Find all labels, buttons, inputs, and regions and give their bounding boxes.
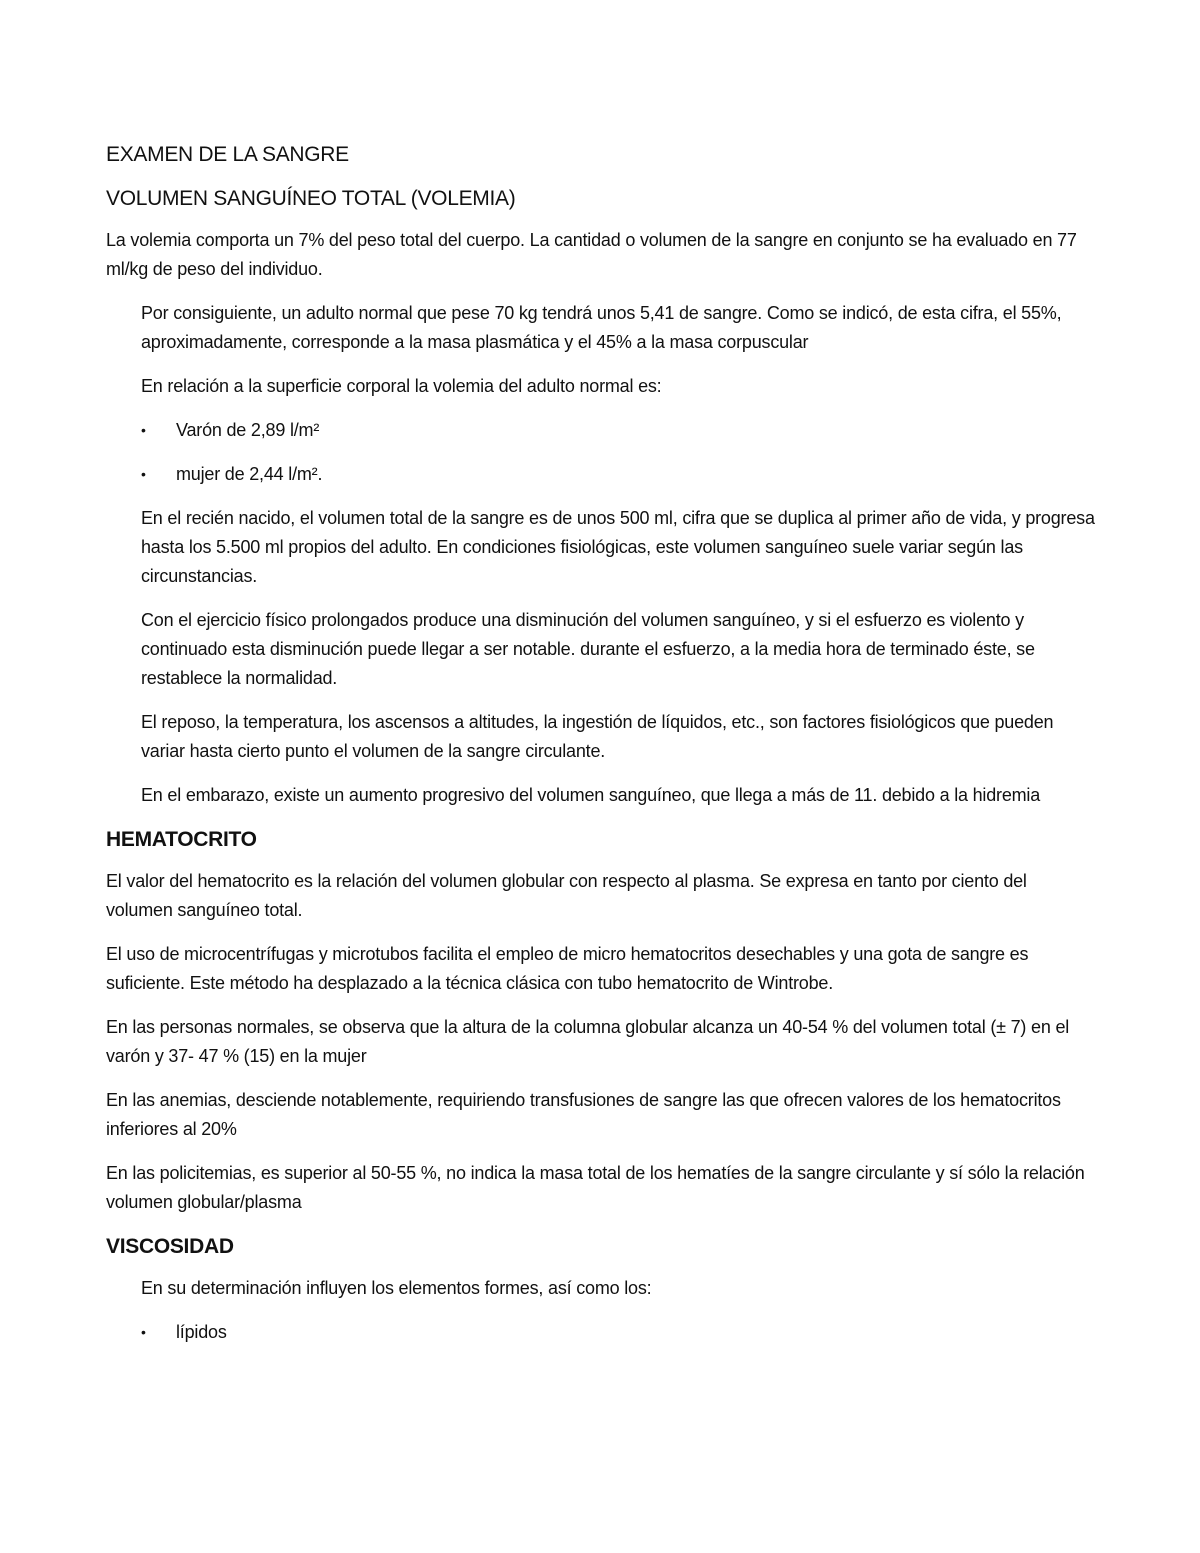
paragraph-hematocrito-5: En las policitemias, es superior al 50-55 %, no indica la masa total de los hematíes de la sangre circulante y sí sólo la relación volumen globular/plasma bbox=[106, 1163, 1085, 1212]
heading-hematocrito: HEMATOCRITO bbox=[106, 828, 257, 851]
paragraph-hematocrito-2: El uso de microcentrífugas y microtubos facilita el empleo de micro hematocritos desechables y una gota de sangre es suficiente. Este método ha desplazado a la técnica clásica con tubo hematocrito de Wintrobe. bbox=[106, 944, 1029, 993]
document-body bbox=[106, 140, 1096, 1362]
paragraph-volemia-4: En el recién nacido, el volumen total de la sangre es de unos 500 ml, cifra que se duplica al primer año de vida, y progresa hasta los 5.500 ml propios del adulto. En condiciones fisiológicas, este volumen sanguíneo suele variar según las circunstancias. bbox=[141, 508, 1095, 586]
bullet-list-volemia bbox=[141, 416, 1096, 489]
list-item-text: lípidos bbox=[176, 1322, 227, 1342]
paragraph-volemia-6: El reposo, la temperatura, los ascensos a altitudes, la ingestión de líquidos, etc., son factores fisiológicos que pueden variar hasta cierto punto el volumen de la sangre circulante. bbox=[141, 712, 1054, 761]
document-title: EXAMEN DE LA SANGRE bbox=[106, 143, 349, 166]
paragraph-volemia-1: La volemia comporta un 7% del peso total del cuerpo. La cantidad o volumen de la sangre en conjunto se ha evaluado en 77 ml/kg de peso del individuo. bbox=[106, 230, 1077, 279]
paragraph-hematocrito-1: El valor del hematocrito es la relación del volumen globular con respecto al plasma. Se expresa en tanto por ciento del volumen sanguíneo total. bbox=[106, 871, 1027, 920]
paragraph-volemia-7: En el embarazo, existe un aumento progresivo del volumen sanguíneo, que llega a más de 11. debido a la hidremia bbox=[141, 785, 1041, 805]
paragraph-hematocrito-3: En las personas normales, se observa que la altura de la columna globular alcanza un 40-54 % del volumen total (± 7) en el varón y 37- 47 % (15) en la mujer bbox=[106, 1017, 1070, 1066]
bullet-icon: • bbox=[141, 1324, 146, 1340]
heading-volemia: VOLUMEN SANGUÍNEO TOTAL (VOLEMIA) bbox=[106, 187, 516, 210]
paragraph-hematocrito-4: En las anemias, desciende notablemente, requiriendo transfusiones de sangre las que ofrecen valores de los hematocritos inferiores al 20% bbox=[106, 1090, 1061, 1139]
bullet-list-viscosidad bbox=[141, 1318, 1096, 1347]
list-item-text: Varón de 2,89 l/m² bbox=[176, 420, 320, 440]
paragraph-volemia-5: Con el ejercicio físico prolongados produce una disminución del volumen sanguíneo, y si el esfuerzo es violento y continuado esta disminución puede llegar a ser notable. durante el esfuerzo, a la media hora de terminado éste, se restablece la normalidad. bbox=[141, 610, 1035, 688]
list-item-text: mujer de 2,44 l/m². bbox=[176, 464, 323, 484]
list-item bbox=[141, 416, 1096, 445]
heading-viscosidad: VISCOSIDAD bbox=[106, 1235, 234, 1258]
list-item bbox=[141, 1318, 1096, 1347]
bullet-icon: • bbox=[141, 466, 146, 482]
paragraph-viscosidad-1: En su determinación influyen los elementos formes, así como los: bbox=[141, 1278, 652, 1298]
paragraph-volemia-2: Por consiguiente, un adulto normal que pese 70 kg tendrá unos 5,41 de sangre. Como se indicó, de esta cifra, el 55%, aproximadamente, corresponde a la masa plasmática y el 45% a la masa corpuscular bbox=[141, 303, 1062, 352]
list-item bbox=[141, 460, 1096, 489]
bullet-icon: • bbox=[141, 422, 146, 438]
paragraph-volemia-3: En relación a la superficie corporal la volemia del adulto normal es: bbox=[141, 376, 662, 396]
